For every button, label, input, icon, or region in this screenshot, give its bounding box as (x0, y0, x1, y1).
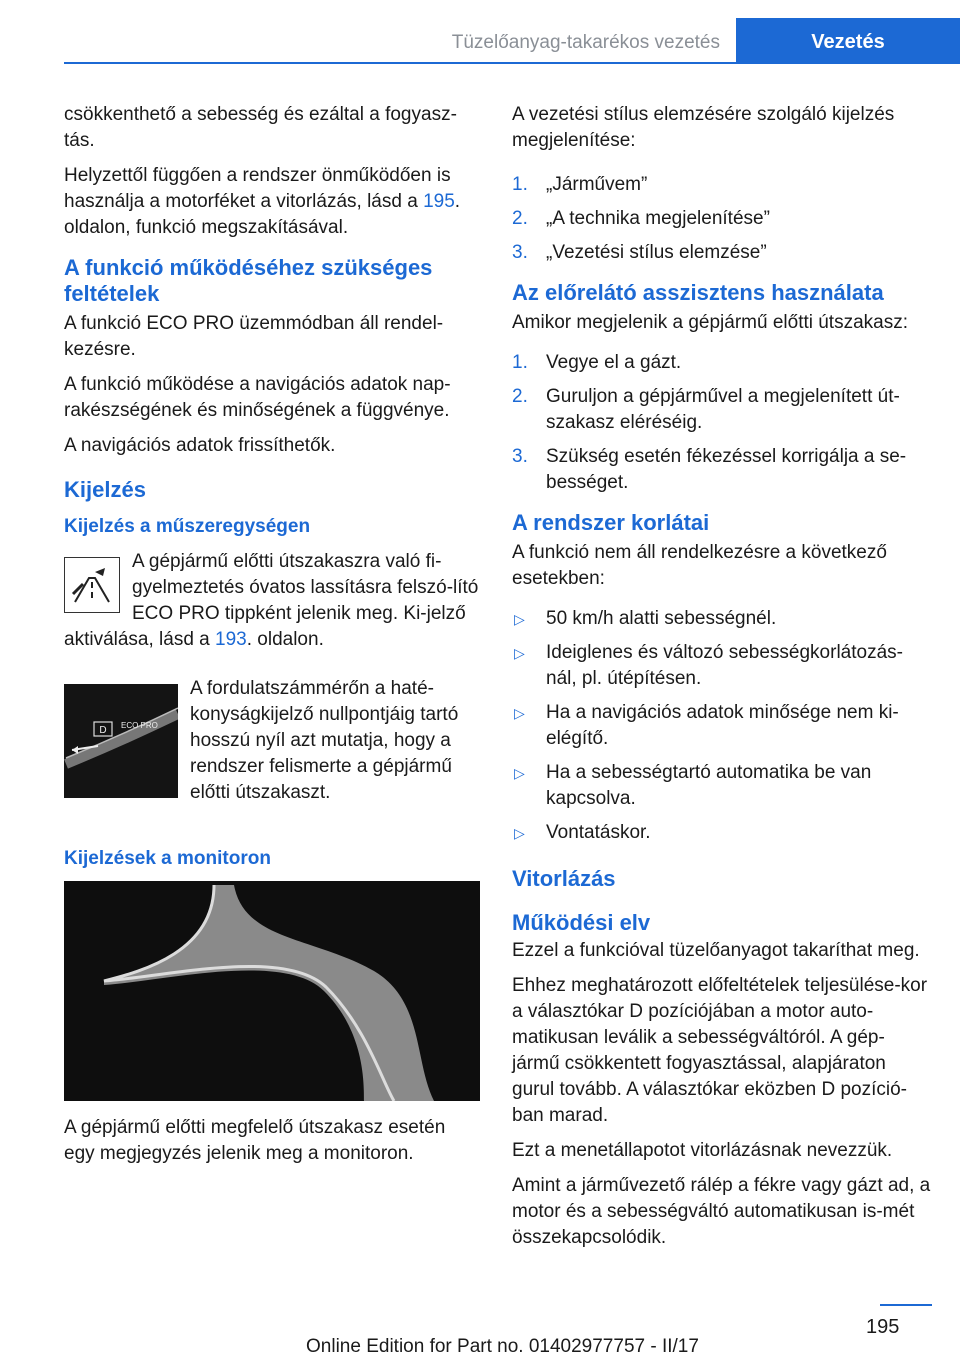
list-item (512, 350, 932, 376)
list-item (512, 172, 932, 198)
triangle-bullet-icon: ▷ (514, 825, 525, 841)
paragraph (64, 163, 480, 241)
list-number: 2. (512, 386, 528, 407)
section-heading: Az előrelátó asszisztens használata (512, 280, 884, 305)
left-column (64, 102, 480, 1176)
page-number: 195 (866, 1316, 900, 1338)
list-item (512, 700, 932, 752)
paragraph: A fordulatszámmérőn a haté-konyságkijelző nullpontjáig tartó hosszú nyíl azt mutatja, hogy a rendszer felismerte a gépjármű előtti útszakaszt. (190, 678, 459, 803)
eco-tip-block (64, 549, 480, 653)
monitor-road-figure (64, 881, 480, 1101)
triangle-bullet-icon: ▷ (514, 611, 525, 627)
footer-rule (880, 1304, 932, 1306)
right-column (512, 102, 932, 1260)
list-text: Ha a navigációs adatok minősége nem ki-elégítő. (546, 702, 899, 749)
triangle-bullet-icon: ▷ (514, 765, 525, 781)
subsection-heading: Kijelzések a monitoron (64, 848, 271, 869)
paragraph: A funkció nem áll rendelkezésre a következő esetekben: (512, 542, 887, 589)
paragraph: Ehhez meghatározott előfeltételek teljesülése-kor a választókar D pozíciójában a motor auto-matikusan leválik a sebességváltóról. A gép-jármű csökkentett fogyasztással, alapjáraton gurul tovább. A választókar eközben D pozíció-ban marad. (512, 975, 928, 1126)
eco-road-icon (64, 557, 120, 613)
list-item (512, 384, 932, 436)
list-item (512, 640, 932, 692)
edition-note: Online Edition for Part no. 01402977757 - II/17 (306, 1336, 699, 1357)
subsection-heading: Működési elv (512, 910, 651, 935)
numbered-list (512, 350, 932, 496)
list-item (512, 760, 932, 812)
section-heading: Kijelzés (64, 477, 146, 502)
text: . oldalon. (246, 629, 324, 650)
list-text: Guruljon a gépjárművel a megjelenített út-szakasz eléréséig. (546, 386, 900, 433)
eco-pro-label: ECO PRO (121, 721, 158, 730)
list-number: 3. (512, 242, 528, 263)
header-section-title: Tüzelőanyag-takarékos vezetés (451, 32, 720, 53)
paragraph: Ezt a menetállapotot vitorlázásnak nevezzük. (512, 1140, 893, 1161)
paragraph: Amikor megjelenik a gépjármű előtti útszakasz: (512, 312, 909, 333)
list-number: 1. (512, 174, 528, 195)
gear-label: D (99, 725, 107, 736)
text: A gépjármű előtti útszakaszra való fi-gyelmeztetés óvatos lassításra felszó-lító ECO PRO tippként jelenik meg. Ki-jelző aktiválása, lásd a (64, 551, 479, 650)
bullet-list (512, 606, 932, 846)
triangle-bullet-icon: ▷ (514, 645, 525, 661)
list-text: Vegye el a gázt. (546, 352, 682, 373)
list-item (512, 240, 932, 266)
tachometer-block (64, 676, 480, 806)
list-text: Szükség esetén fékezéssel korrigálja a se-bességet. (546, 446, 907, 493)
list-number: 3. (512, 446, 528, 467)
paragraph: Amint a járművezető rálép a fékre vagy gázt ad, a motor és a sebességváltó automatikusan is-mét összekapcsolódik. (512, 1175, 931, 1248)
tachometer-figure (64, 684, 178, 798)
page-header (64, 18, 960, 64)
paragraph: A gépjármű előtti megfelelő útszakasz esetén egy megjegyzés jelenik meg a monitoron. (64, 1117, 446, 1164)
section-heading: Vitorlázás (512, 866, 616, 891)
list-text: Vontatáskor. (546, 822, 651, 843)
list-item (512, 206, 932, 232)
numbered-list (512, 172, 932, 266)
list-text: Ha a sebességtartó automatika be van kapcsolva. (546, 762, 872, 809)
list-text: „A technika megjelenítése” (546, 208, 770, 229)
paragraph: A vezetési stílus elemzésére szolgáló kijelzés megjelenítése: (512, 104, 895, 151)
list-item (512, 606, 932, 632)
paragraph: A funkció ECO PRO üzemmódban áll rendel-kezésre. (64, 313, 444, 360)
header-chapter-tab: Vezetés (736, 18, 960, 62)
paragraph: A navigációs adatok frissíthetők. (64, 435, 336, 456)
list-text: 50 km/h alatti sebességnél. (546, 608, 777, 629)
paragraph: csökkenthető a sebesség és ezáltal a fogyasz-tás. (64, 104, 457, 151)
paragraph (64, 549, 480, 653)
list-text: „Vezetési stílus elemzése” (546, 242, 767, 263)
list-text: „Járművem” (546, 174, 648, 195)
paragraph: A funkció működése a navigációs adatok nap-rakészségének és minőségének a függvénye. (64, 374, 451, 421)
list-text: Ideiglenes és változó sebességkorlátozás-nál, pl. útépítésen. (546, 642, 903, 689)
paragraph: Ezzel a funkcióval tüzelőanyagot takaríthat meg. (512, 940, 920, 961)
text: Helyzettől függően a rendszer önműködően is használja a motorféket a vitorlázás, lásd a (64, 165, 451, 212)
page-link[interactable]: 195 (423, 191, 455, 212)
list-item (512, 444, 932, 496)
section-heading: A rendszer korlátai (512, 510, 710, 535)
subsection-heading: Kijelzés a műszeregységen (64, 516, 311, 537)
section-heading: A funkció működéséhez szükséges feltételek (64, 255, 433, 306)
list-item (512, 820, 932, 846)
triangle-bullet-icon: ▷ (514, 705, 525, 721)
text: . oldalon, funkció megszakításával. (64, 191, 461, 238)
list-number: 2. (512, 208, 528, 229)
list-number: 1. (512, 352, 528, 373)
page-link[interactable]: 193 (215, 629, 247, 650)
